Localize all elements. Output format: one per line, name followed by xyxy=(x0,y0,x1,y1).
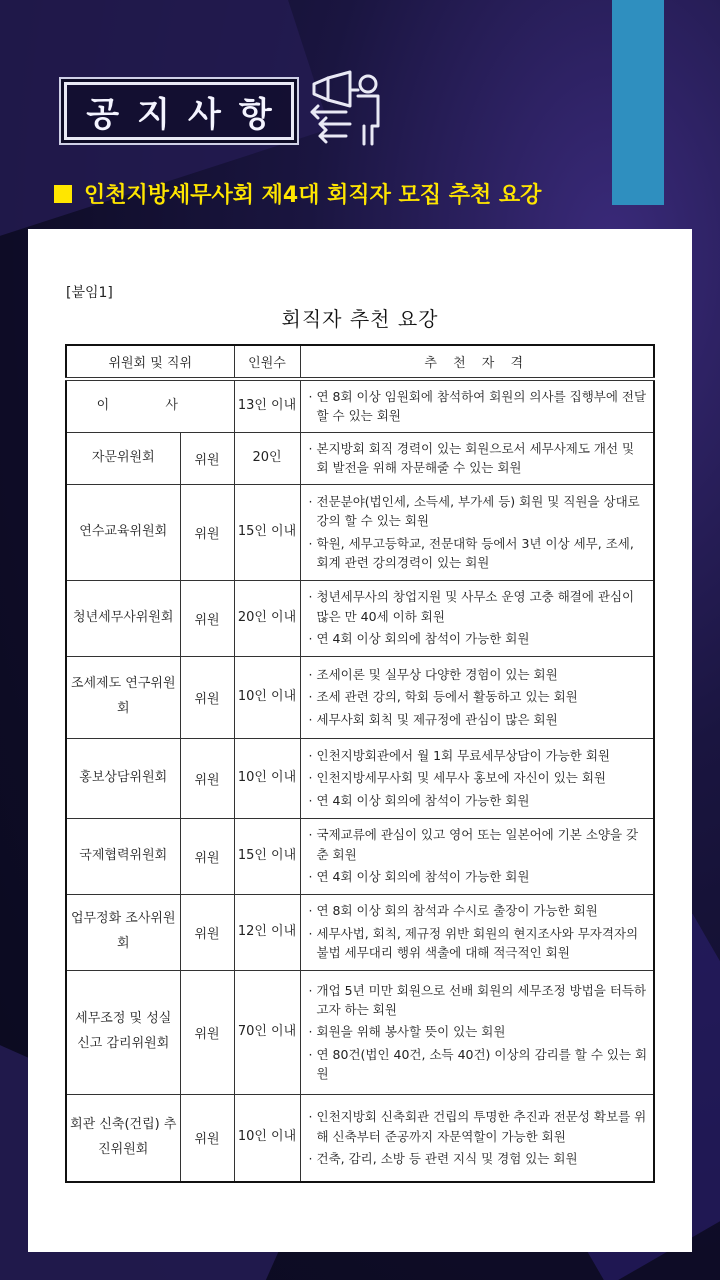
table-row xyxy=(66,656,654,738)
qualification-cell xyxy=(300,970,654,1094)
position-cell: 위원 xyxy=(180,970,234,1094)
qualification-item: · 청년세무사의 창업지원 및 사무소 운영 고충 해결에 관심이 많은 만 40세 이하 회원 xyxy=(307,587,650,626)
qualification-cell xyxy=(300,484,654,580)
table-row xyxy=(66,484,654,580)
column-header: 추 천 자 격 xyxy=(300,345,654,379)
qualification-cell xyxy=(300,894,654,970)
qualification-item: · 인천지방회관에서 월 1회 무료세무상담이 가능한 회원 xyxy=(307,746,650,765)
column-header: 인원수 xyxy=(234,345,300,379)
qualification-cell xyxy=(300,656,654,738)
table-row xyxy=(66,379,654,432)
qualification-item: · 본지방회 회직 경력이 있는 회원으로서 세무사제도 개선 및 회 발전을 위해 자문해줄 수 있는 회원 xyxy=(307,439,650,478)
table-header-row xyxy=(66,345,654,379)
notice-label: 공지사항 xyxy=(64,82,294,140)
count-cell: 15인 이내 xyxy=(234,484,300,580)
table-row xyxy=(66,818,654,894)
qualification-cell xyxy=(300,1094,654,1182)
qualification-item: · 연 4회 이상 회의에 참석이 가능한 회원 xyxy=(307,867,650,886)
column-header: 위원회 및 직위 xyxy=(66,345,234,379)
qualification-item: · 조세 관련 강의, 학회 등에서 활동하고 있는 회원 xyxy=(307,687,650,706)
qualification-item: · 학원, 세무고등학교, 전문대학 등에서 3년 이상 세무, 조세, 회계 관련 강의경력이 있는 회원 xyxy=(307,534,650,573)
qualification-cell xyxy=(300,738,654,818)
committee-cell: 국제협력위원회 xyxy=(66,818,180,894)
position-cell: 위원 xyxy=(180,894,234,970)
qualification-item: · 조세이론 및 실무상 다양한 경험이 있는 회원 xyxy=(307,665,650,684)
count-cell: 10인 이내 xyxy=(234,1094,300,1182)
count-cell: 20인 이내 xyxy=(234,580,300,656)
qualification-item: · 연 80건(법인 40건, 소득 40건) 이상의 감리를 할 수 있는 회원 xyxy=(307,1045,650,1084)
megaphone-person-icon xyxy=(306,70,388,148)
committee-cell: 자문위원회 xyxy=(66,432,180,484)
position-cell: 위원 xyxy=(180,656,234,738)
count-cell: 15인 이내 xyxy=(234,818,300,894)
table-row xyxy=(66,432,654,484)
count-cell: 70인 이내 xyxy=(234,970,300,1094)
count-cell: 13인 이내 xyxy=(234,379,300,432)
table-row xyxy=(66,894,654,970)
committee-cell: 청년세무사위원회 xyxy=(66,580,180,656)
qualification-item: · 세무사법, 회칙, 제규정 위반 회원의 현지조사와 무자격자의 불법 세무대리 행위 색출에 대해 적극적인 회원 xyxy=(307,924,650,963)
qualification-cell xyxy=(300,818,654,894)
document-title: 회직자 추천 요강 xyxy=(281,307,439,331)
qualification-item: · 연 4회 이상 회의에 참석이 가능한 회원 xyxy=(307,629,650,648)
table-row xyxy=(66,738,654,818)
qualification-cell xyxy=(300,379,654,432)
qualification-item: · 연 8회 이상 임원회에 참석하여 회원의 의사를 집행부에 전달할 수 있는 회원 xyxy=(307,387,650,426)
count-cell: 10인 이내 xyxy=(234,738,300,818)
qualification-item: · 세무사회 회칙 및 제규정에 관심이 많은 회원 xyxy=(307,710,650,729)
requirements-table xyxy=(65,344,655,1183)
square-bullet-icon xyxy=(54,185,72,203)
qualification-item: · 연 8회 이상 회의 참석과 수시로 출장이 가능한 회원 xyxy=(307,901,650,920)
qualification-cell xyxy=(300,580,654,656)
qualification-item: · 건축, 감리, 소방 등 관련 지식 및 경험 있는 회원 xyxy=(307,1149,650,1168)
table-row xyxy=(66,1094,654,1182)
qualification-item: · 인천지방회 신축회관 건립의 투명한 추진과 전문성 확보를 위해 신축부터 준공까지 자문역할이 가능한 회원 xyxy=(307,1107,650,1146)
committee-cell: 업무정화 조사위원회 xyxy=(66,894,180,970)
committee-cell: 세무조정 및 성실 신고 감리위원회 xyxy=(66,970,180,1094)
headline-text: 인천지방세무사회 제4대 회직자 모집 추천 요강 xyxy=(84,183,542,208)
position-cell: 위원 xyxy=(180,484,234,580)
position-cell: 위원 xyxy=(180,818,234,894)
qualification-item: · 회원을 위해 봉사할 뜻이 있는 회원 xyxy=(307,1022,650,1041)
table-row xyxy=(66,970,654,1094)
committee-cell: 이 사 xyxy=(66,379,234,432)
headline xyxy=(54,178,654,209)
qualification-item: · 인천지방세무사회 및 세무사 홍보에 자신이 있는 회원 xyxy=(307,768,650,787)
accent-bar xyxy=(612,0,664,205)
qualification-item: · 연 4회 이상 회의에 참석이 가능한 회원 xyxy=(307,791,650,810)
qualification-item: · 국제교류에 관심이 있고 영어 또는 일본어에 기본 소양을 갖춘 회원 xyxy=(307,825,650,864)
committee-cell: 회관 신축(건립) 추진위원회 xyxy=(66,1094,180,1182)
position-cell: 위원 xyxy=(180,432,234,484)
qualification-item: · 전문분야(법인세, 소득세, 부가세 등) 회원 및 직원을 상대로 강의 할 수 있는 회원 xyxy=(307,492,650,531)
committee-cell: 홍보상담위원회 xyxy=(66,738,180,818)
position-cell: 위원 xyxy=(180,1094,234,1182)
committee-cell: 연수교육위원회 xyxy=(66,484,180,580)
count-cell: 20인 xyxy=(234,432,300,484)
qualification-item: · 개업 5년 미만 회원으로 선배 회원의 세무조정 방법을 터득하고자 하는 회원 xyxy=(307,981,650,1020)
count-cell: 10인 이내 xyxy=(234,656,300,738)
count-cell: 12인 이내 xyxy=(234,894,300,970)
position-cell: 위원 xyxy=(180,580,234,656)
committee-cell: 조세제도 연구위원회 xyxy=(66,656,180,738)
position-cell: 위원 xyxy=(180,738,234,818)
qualification-cell xyxy=(300,432,654,484)
attachment-label: [붙임1] xyxy=(66,285,113,301)
table-row xyxy=(66,580,654,656)
